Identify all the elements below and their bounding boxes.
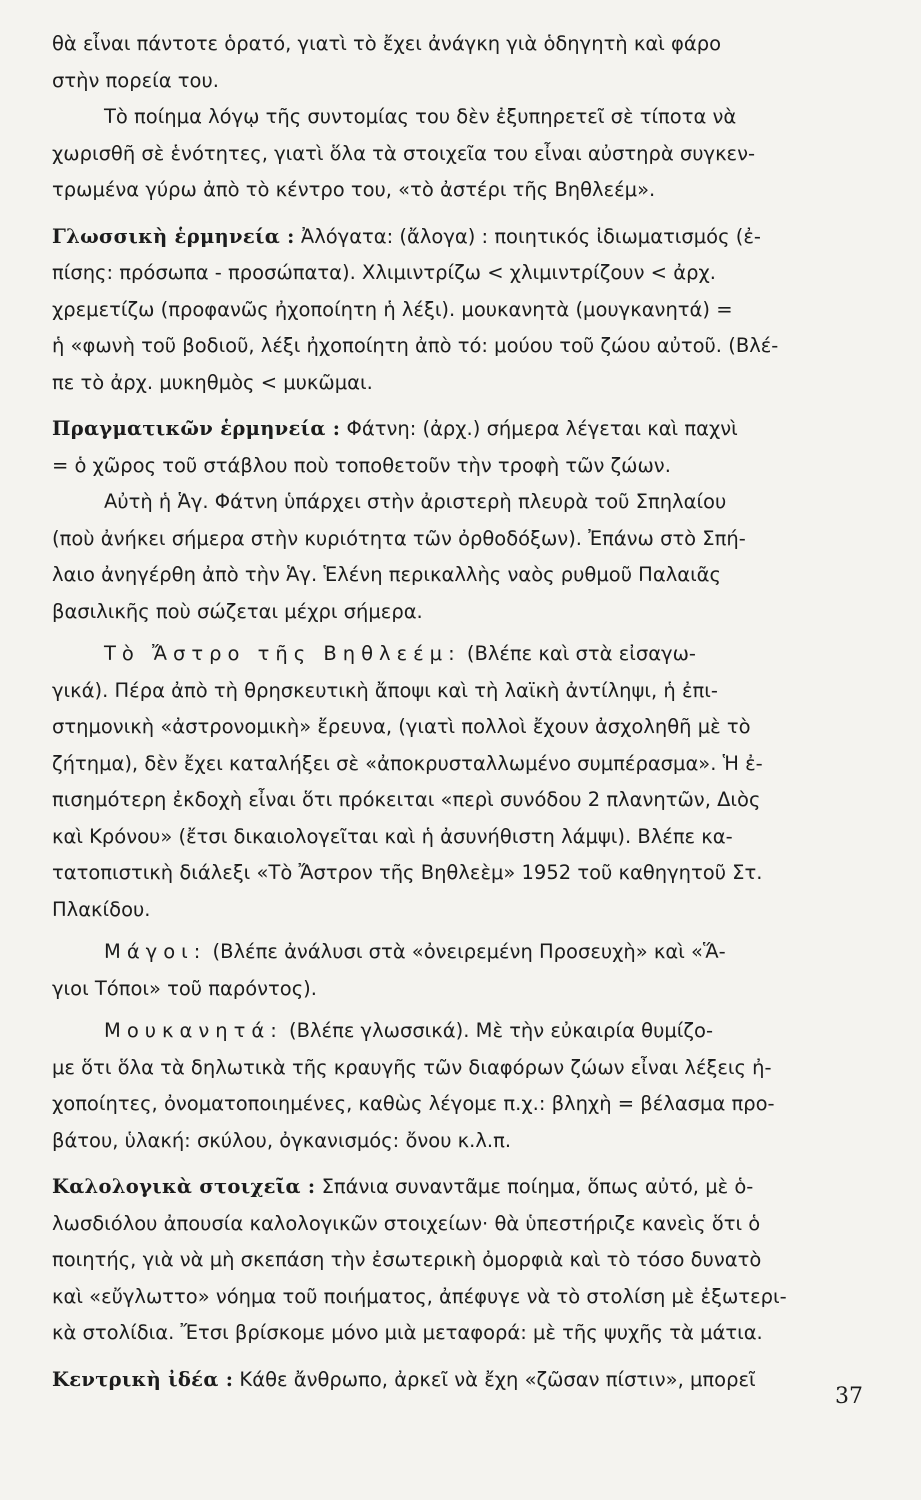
text-line: πε τὸ ἀρχ. μυκηθμὸς < μυκῶμαι. — [52, 370, 373, 394]
text-line: ἡ «φωνὴ τοῦ βοδιοῦ, λέξι ἠχοποίητη ἀπὸ τό: μούου τοῦ ζώου αὐτοῦ. (Βλέ- — [52, 334, 779, 357]
text-line: πίσης: πρόσωπα - προσώπατα). Χλιμιντρίζω < χλιμιντρίζουν < ἀρχ. — [52, 261, 716, 284]
pragm-section-heading-line — [52, 411, 882, 448]
section-heading: Γλωσσικὴ ἑρμηνεία : — [52, 224, 295, 248]
text-line: Αὐτὴ ἡ Ἁγ. Φάτνη ὑπάρχει στὴν ἀριστερὴ πλευρὰ τοῦ Σπηλαίου — [104, 490, 727, 513]
page-number: 37 — [835, 1384, 863, 1409]
text-run: (Βλέπε ἀνάλυσι στὰ «ὀνειρεμένη Προσευχὴ» καὶ «Ἅ- — [206, 940, 726, 963]
mouk-heading-line — [52, 1013, 882, 1050]
text-line: γικά). Πέρα ἀπὸ τὴ θρησκευτικὴ ἄποψι καὶ τὴ λαϊκὴ ἀντίληψι, ἡ ἐπι- — [52, 678, 718, 702]
text-line: τρωμένα γύρω ἀπὸ τὸ κέντρο του, «τὸ ἀστέρι τῆς Βηθλεέμ». — [52, 178, 656, 201]
astro-heading-line — [52, 636, 882, 673]
text-line: γιοι Τόποι» τοῦ παρόντος). — [52, 976, 317, 1000]
kalol-section-heading-line — [52, 1169, 882, 1206]
text-line: κὰ στολίδια. Ἔτσι βρίσκομε μόνο μιὰ μεταφορά: μὲ τῆς ψυχῆς τὰ μάτια. — [52, 1321, 763, 1344]
text-line: με ὅτι ὅλα τὰ δηλωτικὰ τῆς κραυγῆς τῶν διαφόρων ζώων εἶναι λέξεις ἠ- — [52, 1055, 772, 1079]
text-line: καὶ Κρόνου» (ἔτσι δικαιολογεῖται καὶ ἡ ἀσυνήθιστη λάμψι). Βλέπε κα- — [52, 824, 733, 848]
text-line: χοποίητες, ὀνοματοποιημένες, καθὼς λέγομε π.χ.: βληχὴ = βέλασμα προ- — [52, 1092, 775, 1115]
text-line: ζήτημα), δὲν ἔχει καταλήξει σὲ «ἀποκρυσταλλωμένο συμπέρασμα». Ἡ ἐ- — [52, 751, 763, 775]
text-line: ποιητής, γιὰ νὰ μὴ σκεπάση τὴν ἐσωτερικὴ ὀμορφιὰ καὶ τὸ τόσο δυνατὸ — [52, 1248, 762, 1271]
text-line: στημονικὴ «ἀστρονομικὴ» ἔρευνα, (γιατὶ πολλοὶ ἔχουν ἀσχοληθῆ μὲ τὸ — [52, 715, 751, 738]
text-run: Φάτνη: (ἀρχ.) σήμερα λέγεται καὶ παχνὶ — [340, 417, 738, 440]
magoi-heading-line — [52, 934, 882, 971]
spaced-heading: Μουκανητά: — [104, 1019, 283, 1042]
text-line: βάτου, ὑλακή: σκύλου, ὀγκανισμός: ὄνου κ.λ.π. — [52, 1128, 512, 1152]
text-line: βασιλικῆς ποὺ σώζεται μέχρι σήμερα. — [52, 599, 423, 623]
page-text — [52, 26, 882, 1398]
text-line: λαιο ἀνηγέρθη ἀπὸ τὴν Ἁγ. Ἑλένη περικαλλὴς ναὸς ρυθμοῦ Παλαιᾶς — [52, 563, 721, 586]
text-line: καὶ «εὔγλωττο» νόημα τοῦ ποιήματος, ἀπέφυγε νὰ τὸ στολίση μὲ ἐξωτερι- — [52, 1284, 787, 1308]
text-line: = ὁ χῶρος τοῦ στάβλου ποὺ τοποθετοῦν τὴν τροφὴ τῶν ζώων. — [52, 453, 671, 477]
text-line: πισημότερη ἐκδοχὴ εἶναι ὅτι πρόκειται «περὶ συνόδου 2 πλανητῶν, Διὸς — [52, 788, 761, 811]
text-line: χωρισθῆ σὲ ἑνότητες, γιατὶ ὅλα τὰ στοιχεῖα του εἶναι αὐστηρὰ συγκεν- — [52, 141, 756, 165]
kentr-section-heading-line — [52, 1362, 882, 1399]
text-line: στὴν πορεία του. — [52, 68, 219, 92]
text-run: (Βλέπε γλωσσικά). Μὲ τὴν εὐκαιρία θυμίζο- — [282, 1019, 713, 1042]
text-line: θὰ εἶναι πάντοτε ὁρατό, γιατὶ τὸ ἔχει ἀνάγκη γιὰ ὁδηγητὴ καὶ φάρο — [52, 32, 722, 55]
text-line: λωσδιόλου ἀπουσία καλολογικῶν στοιχείων· θὰ ὑπεστήριζε κανεὶς ὅτι ὁ — [52, 1211, 761, 1235]
spaced-heading: Μάγοι: — [104, 940, 207, 963]
text-line: τατοπιστικὴ διάλεξι «Τὸ Ἄστρον τῆς Βηθλεὲμ» 1952 τοῦ καθηγητοῦ Στ. — [52, 861, 763, 884]
text-run: Σπάνια συναντᾶμε ποίημα, ὅπως αὐτό, μὲ ὁ- — [315, 1175, 754, 1198]
section-heading: Κεντρικὴ ἰδέα : — [52, 1367, 234, 1391]
section-heading: Πραγματικῶν ἑρμηνεία : — [52, 417, 341, 440]
text-run: Ἀλόγατα: (ἄλογα) : ποιητικός ἰδιωματισμός (ἐ- — [294, 224, 761, 248]
text-line: Πλακίδου. — [52, 897, 151, 921]
spaced-heading: Τὸ Ἄστρο τῆς Βηθλεέμ: — [104, 642, 461, 665]
section-heading: Καλολογικὰ στοιχεῖα : — [52, 1175, 316, 1198]
text-run: (Βλέπε καὶ στὰ εἰσαγω- — [460, 642, 696, 665]
glossiki-section-heading-line — [52, 219, 882, 256]
text-line: χρεμετίζω (προφανῶς ἠχοποίητη ἡ λέξι). μουκανητὰ (μουγκανητά) = — [52, 297, 733, 321]
text-run: Κάθε ἄνθρωπο, ἀρκεῖ νὰ ἔχη «ζῶσαν πίστιν», μπορεῖ — [233, 1367, 756, 1391]
text-line: (ποὺ ἀνήκει σήμερα στὴν κυριότητα τῶν ὀρθοδόξων). Ἐπάνω στὸ Σπή- — [52, 526, 746, 550]
text-line: Τὸ ποίημα λόγῳ τῆς συντομίας του δὲν ἐξυπηρετεῖ σὲ τίποτα νὰ — [104, 105, 737, 128]
